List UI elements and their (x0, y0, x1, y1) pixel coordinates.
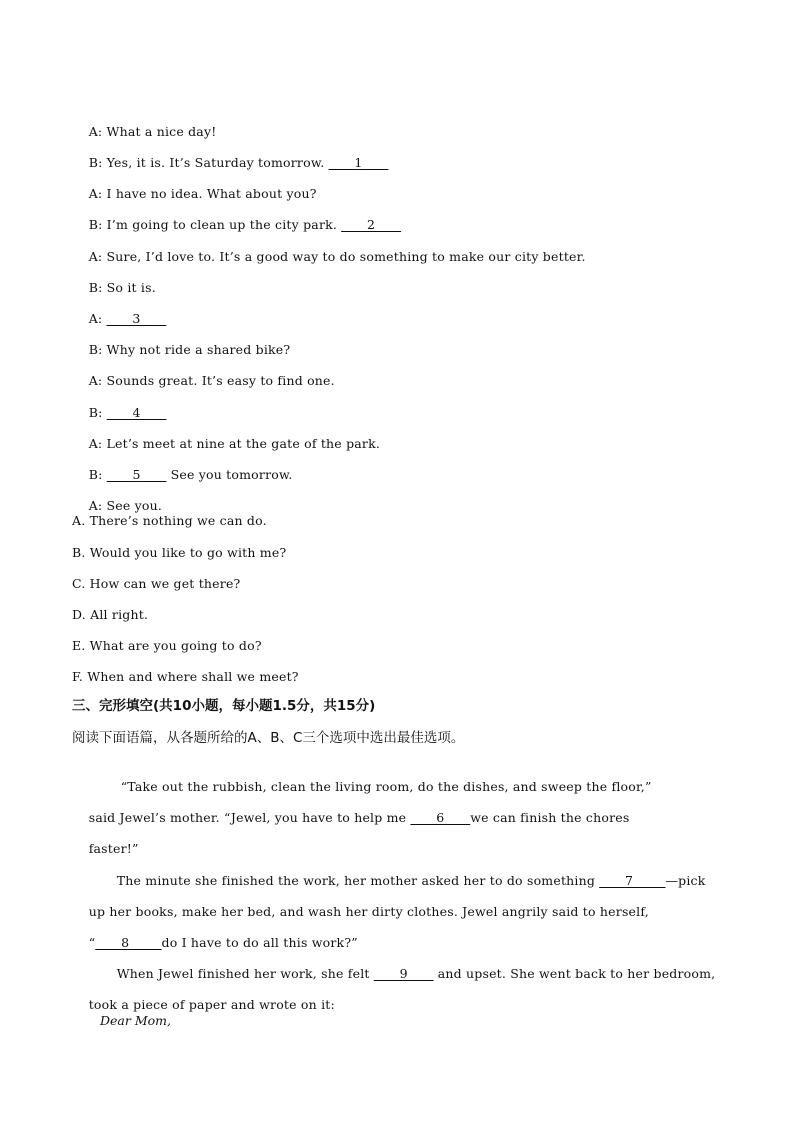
option-a: A. There’s nothing we can do. (72, 513, 267, 528)
answer-blank-2[interactable]: ____2____ (341, 217, 401, 232)
passage-text: up her books, make her bed, and wash her dirty clothes. Jewel angrily said to herself, (88, 904, 649, 919)
section-heading: 三、完形填空(共10小题，每小题1.5分，共15分) (72, 698, 376, 714)
passage-text: —pick (665, 873, 706, 888)
dialogue-text: A: Sounds great. It’s easy to find one. (88, 373, 335, 388)
dialogue-text: A: (88, 311, 107, 326)
dialogue-text: A: Sure, I’d love to. It’s a good way to do something to make our city better. (88, 249, 586, 264)
option-d: D. All right. (72, 607, 149, 622)
passage-text: said Jewel’s mother. “Jewel, you have to help me (88, 810, 411, 825)
dialogue-text: B: So it is. (88, 280, 156, 295)
dialogue-text: A: See you. (88, 498, 163, 513)
dialogue-text: A: Let’s meet at nine at the gate of the park. (88, 436, 381, 451)
dialogue-text: A: I have no idea. What about you? (88, 186, 317, 201)
dialogue-text: B: I’m going to clean up the city park. (88, 217, 342, 232)
answer-blank-5[interactable]: ____5____ (106, 467, 167, 482)
answer-blank-3[interactable]: ____3____ (106, 311, 167, 326)
dialogue-text: B: (88, 405, 107, 420)
dialogue-text: See you tomorrow. (166, 467, 293, 482)
option-e: E. What are you going to do? (72, 638, 262, 653)
answer-blank-1[interactable]: ____1____ (328, 155, 389, 170)
dialogue-text: B: Why not ride a shared bike? (88, 342, 291, 357)
dialogue-text: B: (88, 467, 107, 482)
answer-blank-4[interactable]: ____4____ (106, 405, 167, 420)
passage-text: When Jewel finished her work, she felt (116, 966, 374, 981)
passage-text: and upset. She went back to her bedroom, (433, 966, 716, 981)
letter-greeting: Dear Mom, (100, 1013, 171, 1028)
passage-line-2 (72, 794, 630, 842)
passage-text: The minute she finished the work, her mother asked her to do something (116, 873, 600, 888)
passage-text: do I have to do all this work?” (161, 935, 358, 950)
passage-text: took a piece of paper and wrote on it: (88, 997, 335, 1012)
dialogue-text: B: Yes, it is. It’s Saturday tomorrow. (88, 155, 329, 170)
passage-text: “Take out the rubbish, clean the living room, do the dishes, and sweep the floor,” (120, 779, 652, 794)
option-c: C. How can we get there? (72, 576, 241, 591)
passage-text: “ (88, 935, 96, 950)
option-b: B. Would you like to go with me? (72, 545, 287, 560)
dialogue-text: A: What a nice day! (88, 124, 217, 139)
passage-text: faster!” (88, 841, 139, 856)
option-f: F. When and where shall we meet? (72, 669, 299, 684)
answer-blank-9[interactable]: ____9____ (373, 966, 434, 981)
answer-blank-6[interactable]: ____6____ (410, 810, 471, 825)
answer-blank-7[interactable]: ____7_____ (599, 873, 666, 888)
answer-blank-8[interactable]: ____8_____ (95, 935, 162, 950)
section-instruction: 阅读下面语篇，从各题所给的A、B、C三个选项中选出最佳选项。 (72, 730, 465, 746)
passage-text: we can finish the chores (470, 810, 630, 825)
